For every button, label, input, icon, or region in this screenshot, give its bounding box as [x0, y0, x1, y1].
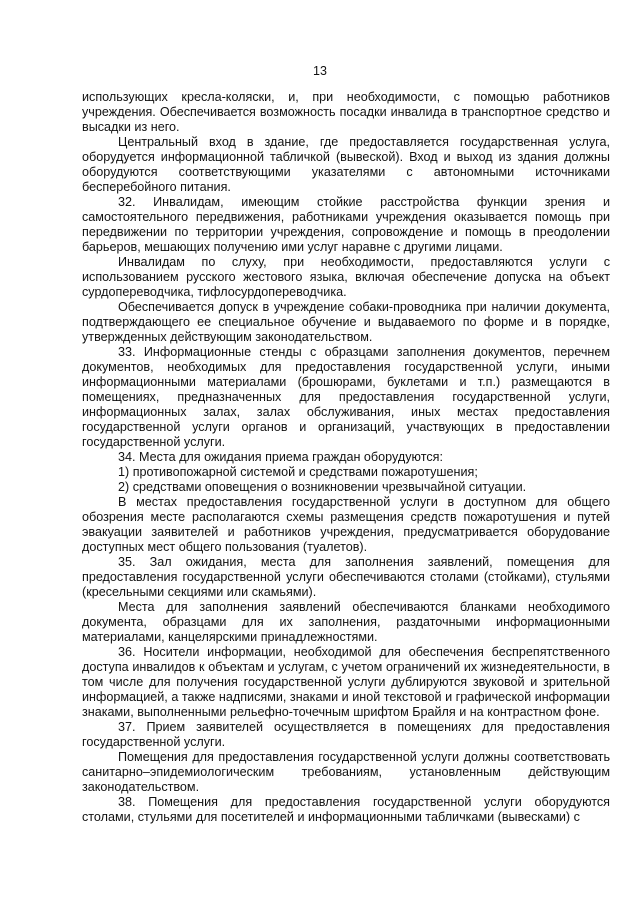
paragraph-item-33: 33. Информационные стенды с образцами заполнения документов, перечнем документов, необходимых для предоставления государственной услуги, иными информационными материалами (брошюрами, буклетами и т.п.) размещаются в помещениях, предназначенных для предоставления государственной услуги, информационных залах, залах обслуживания, иных местах предоставления государственной услуги органов и организаций, участвующих в предоставлении государственной услуги.	[82, 345, 610, 449]
paragraph-item-32: 32. Инвалидам, имеющим стойкие расстройства функции зрения и самостоятельного передвижения, работниками учреждения оказывается помощь при передвижении по территории учреждения, сопровождение и помощь в преодолении барьеров, мешающих получению ими услуг наравне с другими лицами.	[82, 195, 610, 254]
paragraph-item-36: 36. Носители информации, необходимой для обеспечения беспрепятственного доступа инвалидов к объектам и услугам, с учетом ограничений их жизнедеятельности, в том числе для получения государственной услуги дублируются звуковой и зрительной информацией, а также надписями, знаками и иной текстовой и графической информации знаками, выполненными рельефно-точечным шрифтом Брайля и на контрастном фоне.	[82, 645, 610, 719]
list-item-emergency-alert: 2) средствами оповещения о возникновении чрезвычайной ситуации.	[118, 480, 527, 494]
paragraph-item-35: 35. Зал ожидания, места для заполнения заявлений, помещения для предоставления государственной услуги обеспечиваются столами (стойками), стульями (кресельными секциями или скамьями).	[82, 555, 610, 599]
paragraph-forms-places: Места для заполнения заявлений обеспечиваются бланками необходимого документа, образцами для их заполнения, раздаточными информационными материалами, канцелярскими принадлежностями.	[82, 600, 610, 644]
paragraph-item-34: 34. Места для ожидания приема граждан оборудуются:	[118, 450, 443, 464]
paragraph-item-37: 37. Прием заявителей осуществляется в помещениях для предоставления государственной услуги.	[82, 720, 610, 749]
paragraph-evacuation-schemes: В местах предоставления государственной услуги в доступном для общего обозрения месте располагаются схемы размещения средств пожаротушения и путей эвакуации заявителей и работников учреждения, предусматривается оборудование доступных мест общего пользования (туалетов).	[82, 495, 610, 554]
paragraph-guide-dog: Обеспечивается допуск в учреждение собаки-проводника при наличии документа, подтверждающего ее специальное обучение и выдаваемого по форме и в порядке, утвержденных действующим законодательством.	[82, 300, 610, 344]
document-body	[82, 90, 610, 825]
paragraph-central-entrance: Центральный вход в здание, где предоставляется государственная услуга, оборудуется информационной табличкой (вывеской). Вход и выход из здания должны оборудуются соответствующими указателями с автономными источниками бесперебойного питания.	[82, 135, 610, 194]
paragraph-continuation: использующих кресла-коляски, и, при необходимости, с помощью работников учреждения. Обеспечивается возможность посадки инвалида в транспортное средство и высадки из него.	[82, 90, 610, 134]
page-number: 13	[313, 64, 327, 78]
paragraph-item-38: 38. Помещения для предоставления государственной услуги оборудуются столами, стульями для посетителей и информационными табличками (вывесками) с	[82, 795, 610, 824]
paragraph-sanitary-requirements: Помещения для предоставления государственной услуги должны соответствовать санитарно–эпидемиологическим требованиям, установленным действующим законодательством.	[82, 750, 610, 794]
list-item-fire-system: 1) противопожарной системой и средствами пожаротушения;	[118, 465, 478, 479]
paragraph-hearing-impaired: Инвалидам по слуху, при необходимости, предоставляются услуги с использованием русского жестового языка, включая обеспечение допуска на объект сурдопереводчика, тифлосурдопереводчика.	[82, 255, 610, 299]
